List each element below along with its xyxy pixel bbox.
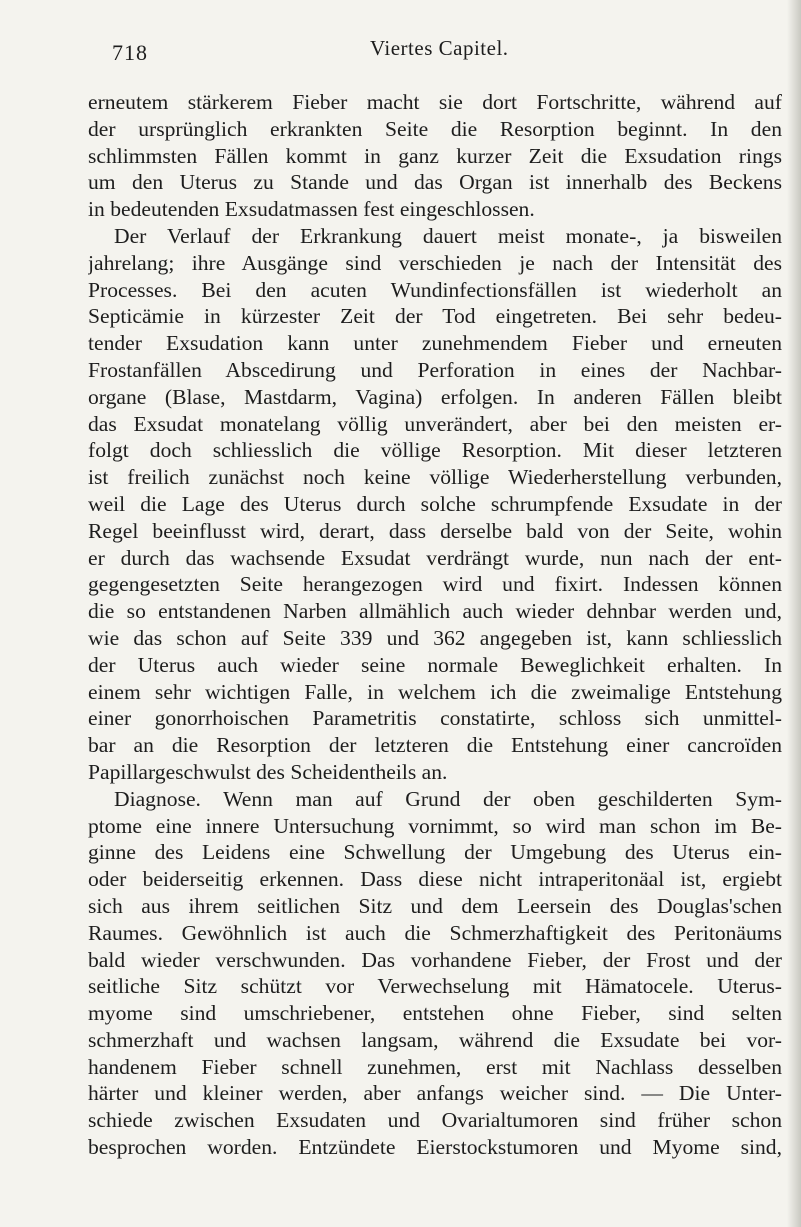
- text-line: Regel beeinflusst wird, derart, dass derselbe bald von der Seite, wohin: [88, 518, 782, 543]
- text-line: Raumes. Gewöhnlich ist auch die Schmerzhaftigkeit des Peritonäums: [88, 920, 782, 945]
- text-line: Processes. Bei den acuten Wundinfectionsfällen ist wiederholt an: [88, 277, 782, 302]
- running-title: Viertes Capitel.: [370, 36, 509, 60]
- text-line: ginne des Leidens eine Schwellung der Umgebung des Uterus ein-: [88, 840, 782, 865]
- text-line: Papillargeschwulst des Scheidentheils an.: [88, 759, 448, 784]
- text-line: wie das schon auf Seite 339 und 362 angegeben ist, kann schliesslich: [88, 625, 782, 650]
- text-line: Septicämie in kürzester Zeit der Tod eingetreten. Bei sehr bedeu-: [88, 304, 782, 329]
- text-line: Der Verlauf der Erkrankung dauert meist monate-, ja bisweilen: [114, 223, 782, 248]
- page-edge-shadow: [787, 0, 801, 1227]
- text-line: tender Exsudation kann unter zunehmendem Fieber und erneuten: [88, 331, 782, 356]
- text-line: besprochen worden. Entzündete Eierstockstumoren und Myome sind,: [88, 1135, 782, 1160]
- text-line: um den Uterus zu Stande und das Organ ist innerhalb des Beckens: [88, 170, 782, 195]
- text-line: das Exsudat monatelang völlig unverändert, aber bei den meisten er-: [88, 411, 782, 436]
- text-line: bald wieder verschwunden. Das vorhandene Fieber, der Frost und der: [88, 947, 782, 972]
- text-line: seitliche Sitz schützt vor Verwechselung mit Hämatocele. Uterus-: [88, 974, 782, 999]
- text-line: myome sind umschriebener, entstehen ohne Fieber, sind selten: [88, 1001, 782, 1026]
- text-line: einer gonorrhoischen Parametritis constatirte, schloss sich unmittel-: [88, 706, 782, 731]
- text-line: sich aus ihrem seitlichen Sitz und dem Leersein des Douglas'schen: [88, 893, 782, 918]
- text-line: schlimmsten Fällen kommt in ganz kurzer Zeit die Exsudation rings: [88, 143, 782, 168]
- text-line: schiede zwischen Exsudaten und Ovarialtumoren sind früher schon: [88, 1108, 782, 1133]
- text-line: er durch das wachsende Exsudat verdrängt wurde, nun nach der ent-: [88, 545, 782, 570]
- text-line: der Uterus auch wieder seine normale Beweglichkeit erhalten. In: [88, 652, 782, 677]
- text-line: Frostanfällen Abscedirung und Perforation in eines der Nachbar-: [88, 357, 782, 382]
- text-line: einem sehr wichtigen Falle, in welchem ich die zweimalige Entstehung: [88, 679, 782, 704]
- text-line: der ursprünglich erkrankten Seite die Resorption beginnt. In den: [88, 116, 782, 141]
- text-line: organe (Blase, Mastdarm, Vagina) erfolgen. In anderen Fällen bleibt: [88, 384, 782, 409]
- page-number: 718: [112, 40, 148, 65]
- text-line: oder beiderseitig erkennen. Dass diese nicht intraperitonäal ist, ergiebt: [88, 867, 782, 892]
- text-line: ptome eine innere Untersuchung vornimmt, so wird man schon im Be-: [88, 813, 782, 838]
- text-line: handenem Fieber schnell zunehmen, erst mit Nachlass desselben: [88, 1054, 782, 1079]
- text-line: Diagnose. Wenn man auf Grund der oben geschilderten Sym-: [114, 786, 782, 811]
- text-line: ist freilich zunächst noch keine völlige Wiederherstellung verbunden,: [88, 465, 782, 490]
- text-line: gegengesetzten Seite herangezogen wird und fixirt. Indessen können: [88, 572, 782, 597]
- page-header: [0, 36, 801, 68]
- text-line: schmerzhaft und wachsen langsam, während die Exsudate bei vor-: [88, 1027, 782, 1052]
- text-line: folgt doch schliesslich die völlige Resorption. Mit dieser letzteren: [88, 438, 782, 463]
- text-line: in bedeutenden Exsudatmassen fest eingeschlossen.: [88, 197, 535, 222]
- text-line: die so entstandenen Narben allmählich auch wieder dehnbar werden und,: [88, 599, 782, 624]
- text-line: härter und kleiner werden, aber anfangs weicher sind. — Die Unter-: [88, 1081, 782, 1106]
- text-line: erneutem stärkerem Fieber macht sie dort Fortschritte, während auf: [88, 90, 782, 114]
- body-text: [88, 89, 782, 1161]
- text-line: bar an die Resorption der letzteren die Entstehung einer cancroïden: [88, 733, 782, 758]
- text-line: weil die Lage des Uterus durch solche schrumpfende Exsudate in der: [88, 491, 782, 516]
- text-line: jahrelang; ihre Ausgänge sind verschieden je nach der Intensität des: [88, 250, 782, 275]
